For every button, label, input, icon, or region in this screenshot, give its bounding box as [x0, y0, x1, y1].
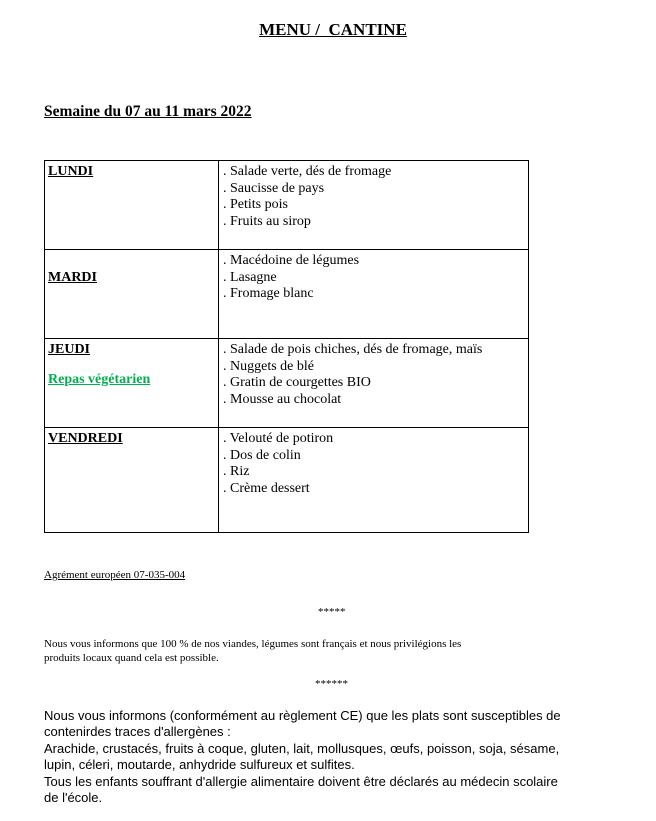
menu-row-mardi — [45, 250, 529, 339]
day-name: JEUDI — [48, 342, 91, 357]
day-name: LUNDI — [48, 164, 94, 179]
separator-stars: ****** — [315, 678, 348, 690]
dish-item: . Mousse au chocolat — [223, 391, 342, 407]
dish-item: . Saucisse de pays — [223, 180, 325, 196]
vegetarian-note: Repas végétarien — [48, 372, 151, 387]
dish-item: . Macédoine de légumes — [223, 253, 360, 268]
dishes-cell — [219, 428, 529, 533]
dish-item: . Dos de colin — [223, 447, 301, 463]
allergen-line: lupin, céleri, moutarde, anhydride sulfureux et sulfites. — [44, 757, 355, 773]
dish-item: . Petits pois — [223, 197, 288, 212]
dish-item: . Gratin de courgettes BIO — [223, 375, 371, 390]
dish-item: . Nuggets de blé — [223, 358, 314, 374]
dish-item: . Salade verte, dés de fromage — [223, 164, 392, 179]
allergen-line: contenirdes traces d'allergènes : — [44, 724, 231, 740]
allergen-line: Arachide, crustacés, fruits à coque, gluten, lait, mollusques, œufs, poisson, soja, sésame, — [44, 740, 560, 756]
allergen-line: Tous les enfants souffrant d'allergie alimentaire doivent être déclarés au médecin scolaire — [44, 773, 558, 789]
info-line: produits locaux quand cela est possible. — [44, 652, 219, 664]
dishes-cell — [219, 339, 529, 428]
dish-item: . Crème dessert — [223, 480, 310, 496]
day-name: MARDI — [48, 270, 97, 285]
week-heading: Semaine du 07 au 11 mars 2022 — [44, 103, 252, 120]
origin-info — [44, 637, 564, 665]
menu-row-lundi — [45, 161, 529, 250]
info-line: Nous vous informons que 100 % de nos viandes, légumes sont français et nous privilégions les — [44, 638, 462, 650]
dish-item: . Salade de pois chiches, dés de fromage, maïs — [223, 342, 483, 357]
menu-row-vendredi — [45, 428, 529, 533]
day-cell — [45, 161, 219, 250]
menu-row-jeudi — [45, 339, 529, 428]
dish-item: . Riz — [223, 464, 250, 479]
agrement-number: Agrément européen 07-035-004 — [44, 569, 186, 581]
dishes-cell — [219, 161, 529, 250]
dish-item: . Fruits au sirop — [223, 213, 311, 229]
allergen-notice — [44, 708, 584, 806]
menu-table — [44, 160, 529, 533]
dishes-cell — [219, 250, 529, 339]
dish-item: . Lasagne — [223, 269, 277, 285]
allergen-line: Nous vous informons (conformément au règlement CE) que les plats sont susceptibles de — [44, 708, 561, 723]
day-cell — [45, 428, 219, 533]
dish-item: . Velouté de potiron — [223, 431, 334, 446]
day-name: VENDREDI — [48, 431, 123, 446]
allergen-line: de l'école. — [44, 790, 103, 806]
separator-stars: ***** — [318, 606, 346, 618]
day-cell — [45, 250, 219, 339]
page-title: MENU / CANTINE — [259, 20, 407, 39]
dish-item: . Fromage blanc — [223, 286, 314, 301]
day-cell — [45, 339, 219, 428]
